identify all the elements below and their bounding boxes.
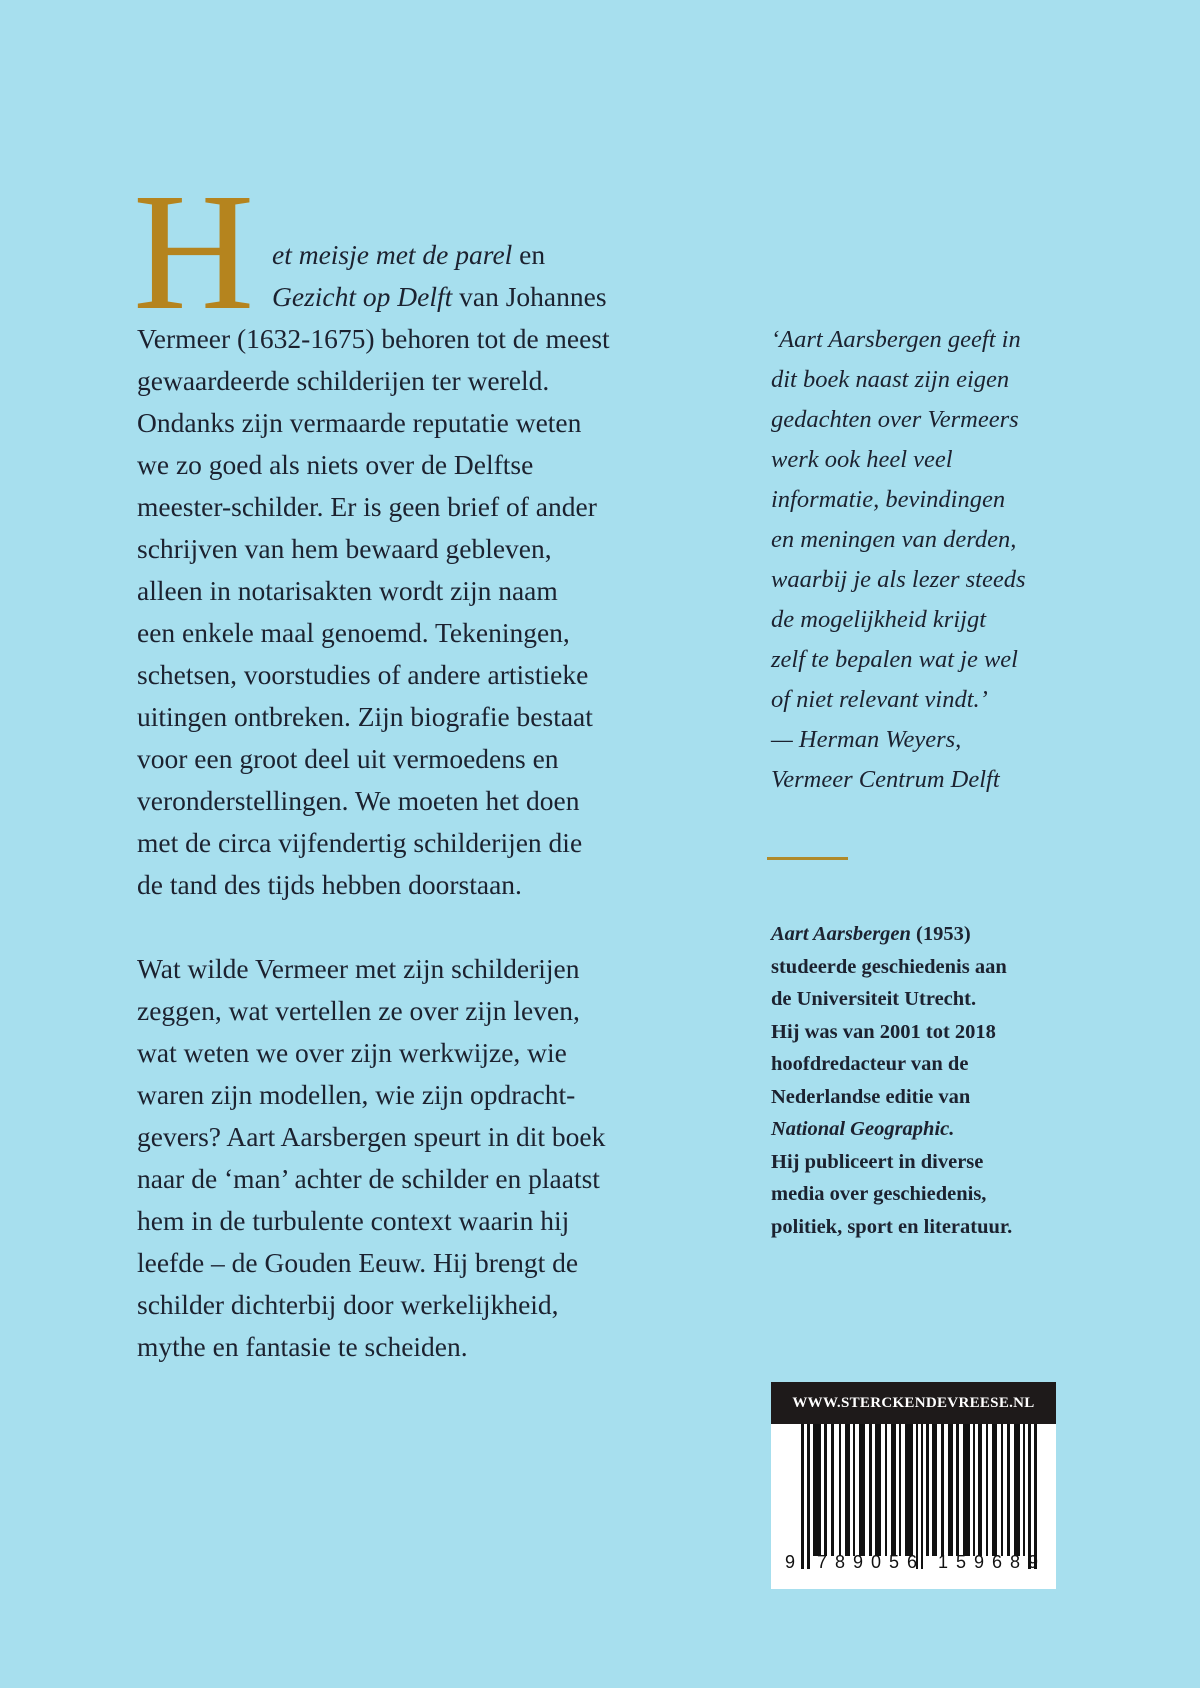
author-bio xyxy=(771,918,1071,1243)
paragraph-gap xyxy=(137,906,657,948)
blurb-line: met de circa vijfendertig schilderijen die xyxy=(137,827,583,858)
blurb-line: Ondanks zijn vermaarde reputatie weten xyxy=(137,407,582,438)
isbn-digit: 8 xyxy=(1010,1552,1021,1572)
quote-line: of niet relevant vindt.’ xyxy=(771,686,988,713)
isbn-digit: 5 xyxy=(956,1552,967,1572)
author-name: Aart Aarsbergen xyxy=(771,923,911,945)
isbn-digit: 5 xyxy=(889,1552,900,1572)
bio-line: studeerde geschiedenis aan xyxy=(771,955,1007,978)
isbn-digit: 9 xyxy=(853,1552,864,1572)
blurb-line: waren zijn modellen, wie zijn opdracht- xyxy=(137,1079,576,1110)
isbn-digit: 9 xyxy=(785,1552,796,1572)
blurb-line: Vermeer (1632-1675) behoren tot de meest xyxy=(137,323,610,354)
barcode-bars-icon xyxy=(771,1424,1056,1569)
quote-line: ‘Aart Aarsbergen geeft in xyxy=(771,326,1021,353)
blurb-line: hem in de turbulente context waarin hij xyxy=(137,1205,570,1236)
quote-line: zelf te bepalen wat je wel xyxy=(771,646,1018,673)
bio-line xyxy=(771,918,1071,951)
quote-affiliation: Vermeer Centrum Delft xyxy=(771,766,1000,793)
blurb-line: wat weten we over zijn werkwijze, wie xyxy=(137,1037,567,1068)
isbn-digit: 9 xyxy=(1028,1552,1039,1572)
quote-line: informatie, bevindingen xyxy=(771,486,1006,513)
quote-attribution: — Herman Weyers, xyxy=(771,726,962,753)
bio-line: Nederlandse editie van xyxy=(771,1085,971,1108)
bio-line: politiek, sport en literatuur. xyxy=(771,1215,1013,1238)
blurb-line xyxy=(137,234,657,276)
blurb-line: naar de ‘man’ achter de schilder en plaatst xyxy=(137,1163,600,1194)
magazine-title: National Geographic. xyxy=(771,1118,955,1140)
isbn-barcode xyxy=(771,1382,1056,1589)
blurb-line: de tand des tijds hebben doorstaan. xyxy=(137,869,522,900)
blurb-line: een enkele maal genoemd. Tekeningen, xyxy=(137,617,570,648)
isbn-digit: 9 xyxy=(974,1552,985,1572)
drop-cap: H xyxy=(133,159,255,345)
isbn-digit: 6 xyxy=(992,1552,1003,1572)
publisher-url: WWW.STERCKENDEVREESE.NL xyxy=(771,1382,1056,1424)
blurb-line: voor een groot deel uit vermoedens en xyxy=(137,743,559,774)
painting-title-italic: Gezicht op Delft xyxy=(272,281,453,312)
blurb-line: mythe en fantasie te scheiden. xyxy=(137,1331,468,1362)
blurb-line: Wat wilde Vermeer met zijn schilderijen xyxy=(137,953,580,984)
bio-line: de Universiteit Utrecht. xyxy=(771,988,977,1010)
endorsement-quote xyxy=(771,320,1071,800)
bio-line: hoofdredacteur van de xyxy=(771,1053,969,1075)
blurb-line xyxy=(137,276,657,318)
isbn-digit: 7 xyxy=(817,1552,828,1572)
blurb-line: schrijven van hem bewaard gebleven, xyxy=(137,533,552,564)
book-title-italic: et meisje met de parel xyxy=(272,239,513,270)
blurb-line: gewaardeerde schilderijen ter wereld. xyxy=(137,365,550,396)
blurb-line: schilder dichterbij door werkelijkheid, xyxy=(137,1289,559,1320)
isbn-digit: 6 xyxy=(907,1552,918,1572)
bio-line: Hij publiceert in diverse xyxy=(771,1150,984,1173)
isbn-digit: 1 xyxy=(938,1552,949,1572)
blurb-line: zeggen, wat vertellen ze over zijn leven, xyxy=(137,995,580,1026)
bio-line xyxy=(771,1113,1071,1146)
isbn-digit: 0 xyxy=(871,1552,882,1572)
blurb-line: uitingen ontbreken. Zijn biografie bestaat xyxy=(137,701,593,732)
bio-line: media over geschiedenis, xyxy=(771,1183,987,1205)
blurb-line: veronderstellingen. We moeten het doen xyxy=(137,785,580,816)
quote-line: gedachten over Vermeers xyxy=(771,406,1019,433)
blurb-fragment: en xyxy=(512,239,546,270)
blurb-line: leefde – de Gouden Eeuw. Hij brengt de xyxy=(137,1247,579,1278)
quote-line: de mogelijkheid krijgt xyxy=(771,606,986,633)
blurb-fragment: van Johannes xyxy=(452,281,607,312)
blurb-line: gevers? Aart Aarsbergen speurt in dit boek xyxy=(137,1121,606,1152)
quote-line: waarbij je als lezer steeds xyxy=(771,566,1026,593)
quote-line: dit boek naast zijn eigen xyxy=(771,366,1010,393)
blurb-line: meester-schilder. Er is geen brief of ander xyxy=(137,491,597,522)
gold-divider xyxy=(767,857,848,860)
bio-line: Hij was van 2001 tot 2018 xyxy=(771,1020,996,1043)
author-year: (1953) xyxy=(910,923,971,945)
blurb-line: we zo goed als niets over de Delftse xyxy=(137,449,534,480)
quote-line: en meningen van derden, xyxy=(771,526,1017,553)
blurb-line: schetsen, voorstudies of andere artistieke xyxy=(137,659,589,690)
isbn-digit: 8 xyxy=(835,1552,846,1572)
blurb-line: alleen in notarisakten wordt zijn naam xyxy=(137,575,558,606)
quote-line: werk ook heel veel xyxy=(771,446,953,473)
blurb-text xyxy=(137,234,657,1368)
